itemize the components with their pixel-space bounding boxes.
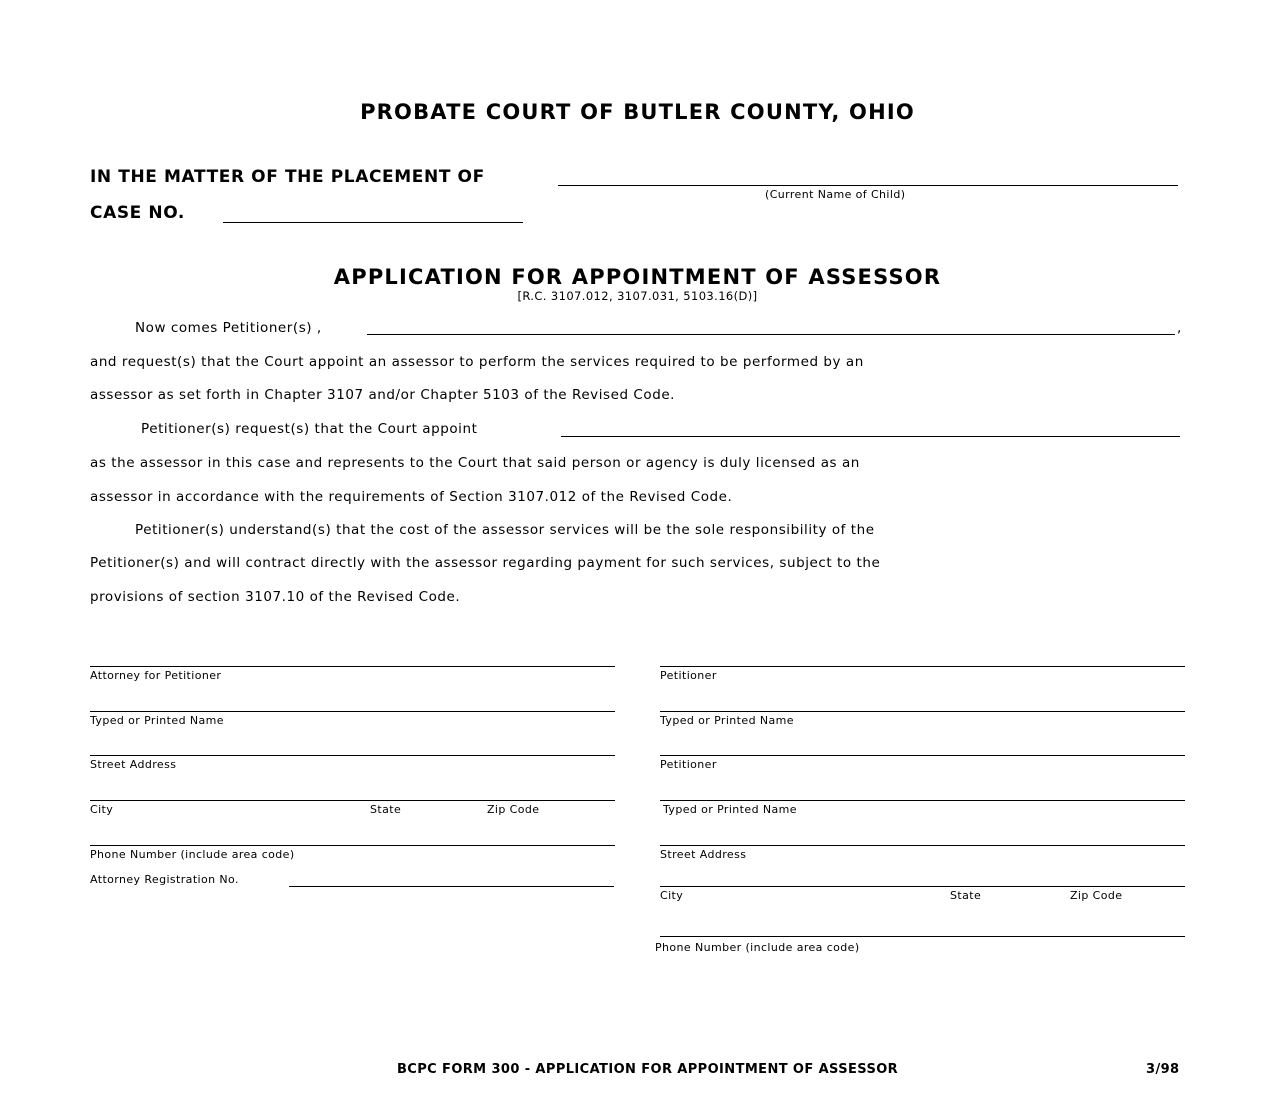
child-name-field[interactable] xyxy=(558,185,1178,186)
form-title: APPLICATION FOR APPOINTMENT OF ASSESSOR xyxy=(333,265,942,289)
attorney-label: Attorney for Petitioner xyxy=(90,669,222,682)
petitioner-city-label: City xyxy=(660,889,684,902)
case-no-label: CASE NO. xyxy=(90,203,185,223)
attorney-phone-label: Phone Number (include area code) xyxy=(90,848,295,861)
petitioner2-typed-name-line[interactable] xyxy=(660,800,1185,801)
attorney-registration-field[interactable] xyxy=(289,886,614,887)
petitioner-street-line[interactable] xyxy=(660,845,1185,846)
para3-line1: Petitioner(s) understand(s) that the cost of the assessor services will be the sole responsibility of the xyxy=(135,522,875,538)
para2-line3: assessor in accordance with the requirements of Section 3107.012 of the Revised Code. xyxy=(90,489,733,505)
statute-reference: [R.C. 3107.012, 3107.031, 5103.16(D)] xyxy=(517,289,758,303)
attorney-state-label: State xyxy=(370,803,402,816)
attorney-street-line[interactable] xyxy=(90,755,615,756)
petitioner2-typed-name-label: Typed or Printed Name xyxy=(663,803,797,816)
para2-line2: as the assessor in this case and represents to the Court that said person or agency is duly licensed as an xyxy=(90,455,860,471)
attorney-typed-name-label: Typed or Printed Name xyxy=(90,714,224,727)
petitioner-phone-line[interactable] xyxy=(660,936,1185,937)
petitioner-zip-label: Zip Code xyxy=(1070,889,1123,902)
child-name-caption: (Current Name of Child) xyxy=(765,188,906,201)
footer-form-name: BCPC FORM 300 - APPLICATION FOR APPOINTMENT OF ASSESSOR xyxy=(397,1062,899,1077)
court-title: PROBATE COURT OF BUTLER COUNTY, OHIO xyxy=(360,100,915,124)
petitioner1-typed-name-line[interactable] xyxy=(660,711,1185,712)
footer-revision: 3/98 xyxy=(1146,1062,1180,1077)
attorney-city-line[interactable] xyxy=(90,800,615,801)
attorney-city-label: City xyxy=(90,803,114,816)
petitioner-phone-label: Phone Number (include area code) xyxy=(655,941,860,954)
petitioner-state-label: State xyxy=(950,889,982,902)
assessor-name-field[interactable] xyxy=(561,436,1180,437)
para1-line3: assessor as set forth in Chapter 3107 and/or Chapter 5103 of the Revised Code. xyxy=(90,387,676,403)
para1-line2: and request(s) that the Court appoint an assessor to perform the services required to be performed by an xyxy=(90,354,864,370)
attorney-typed-name-line[interactable] xyxy=(90,711,615,712)
petitioner-street-label: Street Address xyxy=(660,848,747,861)
attorney-phone-line[interactable] xyxy=(90,845,615,846)
attorney-registration-label: Attorney Registration No. xyxy=(90,873,239,886)
case-no-field[interactable] xyxy=(223,222,523,223)
para3-line2: Petitioner(s) and will contract directly with the assessor regarding payment for such services, subject to the xyxy=(90,555,881,571)
petitioner-city-line[interactable] xyxy=(660,886,1185,887)
petitioner2-signature-line[interactable] xyxy=(660,755,1185,756)
attorney-zip-label: Zip Code xyxy=(487,803,540,816)
petitioner1-typed-name-label: Typed or Printed Name xyxy=(660,714,794,727)
para1-prefix: Now comes Petitioner(s) , xyxy=(135,320,322,336)
attorney-signature-line[interactable] xyxy=(90,666,615,667)
matter-label: IN THE MATTER OF THE PLACEMENT OF xyxy=(90,167,485,187)
petitioner1-label: Petitioner xyxy=(660,669,717,682)
para3-line3: provisions of section 3107.10 of the Revised Code. xyxy=(90,589,461,605)
petitioner1-signature-line[interactable] xyxy=(660,666,1185,667)
petitioner2-label: Petitioner xyxy=(660,758,717,771)
para1-comma: , xyxy=(1177,320,1182,336)
petitioner-name-field[interactable] xyxy=(367,334,1175,335)
attorney-street-label: Street Address xyxy=(90,758,177,771)
para2-prefix: Petitioner(s) request(s) that the Court appoint xyxy=(141,421,478,437)
